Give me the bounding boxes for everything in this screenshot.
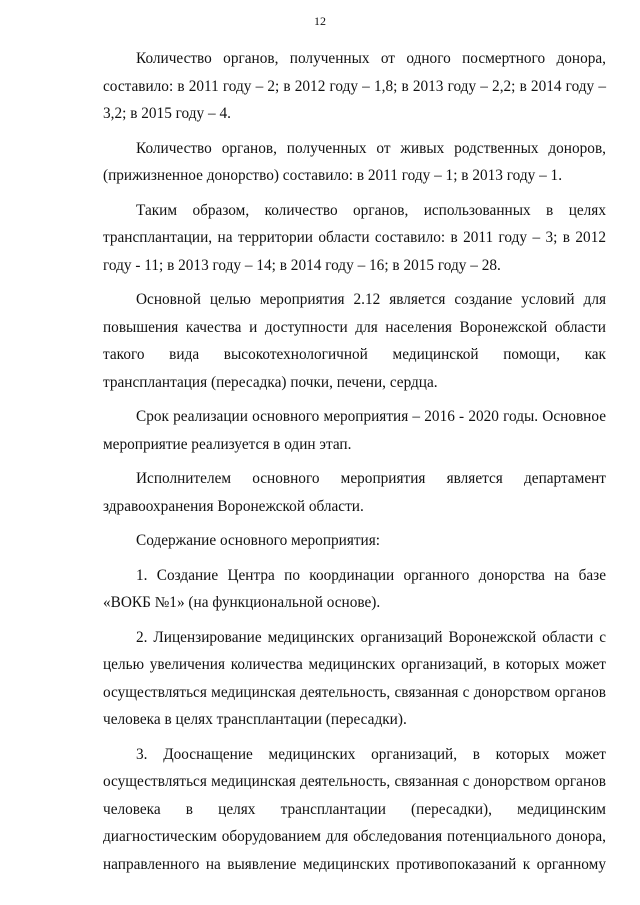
paragraph-content-heading: Содержание основного мероприятия: <box>136 532 381 549</box>
paragraph-posthumous-donor-organs: Количество органов, полученных от одного посмертного донора, составило: в 2011 году – 2; в 2012 году – 1,8; в 2013 году – 2,2; в 2014 году – 3,2; в 2015 году – 4. <box>103 50 606 122</box>
paragraph-living-donor-organs: Количество органов, полученных от живых родственных доноров, (прижизненное донорство) составило: в 2011 году – 1; в 2013 году – 1. <box>103 139 606 184</box>
paragraph-total-transplant-organs: Таким образом, количество органов, использованных в целях трансплантации, на территории области составило: в 2011 году – 3; в 2012 году - 11; в 2013 году – 14; в 2014 году – 16; в 2015 году – 28. <box>103 201 606 274</box>
list-item-2: 2. Лицензирование медицинских организаций Воронежской области с целью увеличения количества медицинских организаций, в которых может осуществляться медицинская деятельность, связанная с донорством органов человека в целях трансплантации (пересадки). <box>103 628 606 728</box>
page-number: 12 <box>314 14 326 28</box>
list-item-1: 1. Создание Центра по координации органного донорства на базе «ВОКБ №1» (на функциональной основе). <box>103 566 606 611</box>
paragraph-main-goal: Основной целью мероприятия 2.12 является создание условий для повышения качества и доступности для населения Воронежской области такого вида высокотехнологичной медицинской помощи, как трансплантация (пересадка) почки, печени, сердца. <box>103 291 606 391</box>
list-item-3: 3. Дооснащение медицинских организаций, в которых может осуществляться медицинская деятельность, связанная с донорством органов человека в целях трансплантации (пересадки), медицинским диагностическим оборудованием для обследования потенциального донора, направленного на выявление медицинских противопоказаний к органному <box>103 745 606 873</box>
paragraph-implementation-period: Срок реализации основного мероприятия – 2016 - 2020 годы. Основное мероприятие реализуется в один этап. <box>103 408 606 453</box>
document-body <box>103 45 606 878</box>
paragraph-executor: Исполнителем основного мероприятия является департамент здравоохранения Воронежской области. <box>103 470 606 515</box>
